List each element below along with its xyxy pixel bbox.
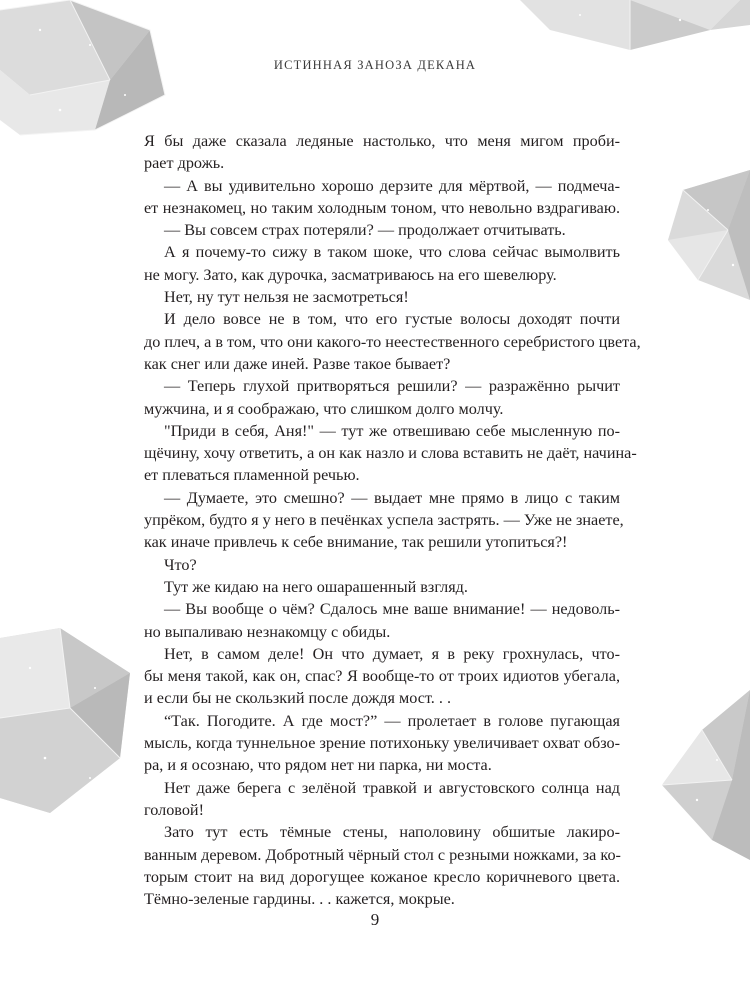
text-line: ра, и я осознаю, что рядом нет ни парка, ни моста. <box>144 756 492 775</box>
text-line: как иначе привлечь к себе внимание, так решили утопиться?! <box>144 533 568 552</box>
text-line: Нет, в самом деле! Он что думает, я в реку грохнулась, что- <box>164 644 620 663</box>
text-line: Тёмно-зеленые гардины. . . кажется, мокрые. <box>144 890 455 909</box>
text-line: — Теперь глухой притворяться решили? — разражённо рычит <box>164 377 620 396</box>
text-line: "Приди в себя, Аня!" — тут же отвешиваю себе мысленную по- <box>164 421 620 440</box>
text-line: торым стоит на вид дорогущее кожаное кресло коричневого цвета. <box>144 867 620 886</box>
text-line: как снег или даже иней. Разве такое бывает? <box>144 354 451 373</box>
crystal-decoration-left-lower <box>0 628 150 818</box>
text-line: Тут же кидаю на него ошарашенный взгляд. <box>164 577 468 596</box>
text-line: бы меня такой, как он, спас? Я вообще-то от троих идиотов убегала, <box>144 667 620 686</box>
text-line: Я бы даже сказала ледяные настолько, что меня мигом проби- <box>144 132 620 150</box>
text-line: головой! <box>144 800 204 819</box>
text-line: но выпаливаю незнакомцу с обиды. <box>144 622 391 641</box>
text-line: мужчина, и я соображаю, что слишком долго молчу. <box>144 399 504 418</box>
text-line: до плеч, а в том, что они какого-то неестественного серебристого цвета, <box>144 332 641 351</box>
text-line: — Думаете, это смешно? — выдает мне прямо в лицо с таким <box>164 488 620 507</box>
text-line: ет незнакомец, но таким холодным тоном, что невольно вздрагиваю. <box>144 198 620 217</box>
running-header: ИСТИННАЯ ЗАНОЗА ДЕКАНА <box>273 58 477 72</box>
text-line: — Вы совсем страх потеряли? — продолжает отчитывать. <box>164 221 566 240</box>
text-line: ет плеваться пламенной речью. <box>144 466 360 485</box>
body-text <box>144 130 641 910</box>
text-line: мысль, когда туннельное зрение потихоньку увеличивает охват обзо- <box>144 734 620 753</box>
text-line: Что? <box>164 555 197 574</box>
text-line: А я почему-то сижу в таком шоке, что слова сейчас вымолвить <box>164 243 620 262</box>
text-line: рает дрожь. <box>144 154 225 173</box>
text-line: Нет, ну тут нельзя не засмотреться! <box>164 288 409 307</box>
text-line: упрёком, будто я у него в печёнках успела застрять. — Уже не знаете, <box>144 511 624 530</box>
text-line: щёчину, хочу ответить, а он как назло и слова вставить не даёт, начина- <box>144 444 637 463</box>
text-line: не могу. Зато, как дурочка, засматриваюсь на его шевелюру. <box>144 265 557 284</box>
text-line: — Вы вообще о чём? Сдалось мне ваше внимание! — недоволь- <box>164 600 620 619</box>
page-number: 9 <box>370 910 380 929</box>
crystal-decoration-right-lower <box>662 690 750 860</box>
text-line: “Так. Погодите. А где мост?” — пролетает в голове пугающая <box>164 711 620 730</box>
text-line: ванным деревом. Добротный чёрный стол с резными ножками, за ко- <box>144 845 621 864</box>
text-line: Нет даже берега с зелёной травкой и августовского солнца над <box>164 778 620 797</box>
text-line: Зато тут есть тёмные стены, наполовину обшитые лакиро- <box>164 823 620 842</box>
text-line: — А вы удивительно хорошо дерзите для мёртвой, — подмеча- <box>164 176 620 195</box>
text-line: и если бы не скользкий после дождя мост. . . <box>144 689 452 708</box>
crystal-decoration-right-middle <box>658 170 750 300</box>
text-line: И дело вовсе не в том, что его густые волосы доходят почти <box>164 310 620 329</box>
crystal-decoration-top-right <box>510 0 750 60</box>
